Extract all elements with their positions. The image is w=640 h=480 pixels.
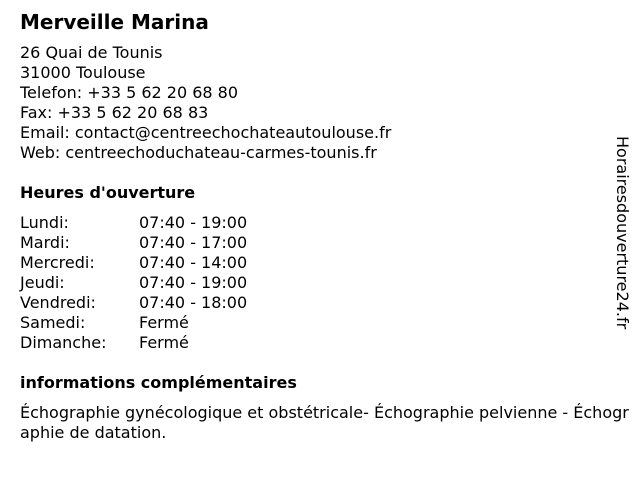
day-label: Dimanche: (20, 333, 107, 352)
email-address: Email: contact@centreechochateautoulouse.fr (20, 123, 392, 142)
hours-row-mardi (20, 233, 620, 253)
day-hours: 07:40 - 18:00 (139, 293, 248, 312)
hours-row-lundi (20, 213, 620, 233)
day-hours: 07:40 - 17:00 (139, 233, 248, 252)
day-label: Lundi: (20, 213, 69, 232)
day-hours: 07:40 - 19:00 (139, 273, 248, 292)
day-hours: 07:40 - 14:00 (139, 253, 248, 272)
day-hours: Fermé (139, 313, 189, 332)
hours-row-vendredi (20, 293, 620, 313)
fax-number: Fax: +33 5 62 20 68 83 (20, 103, 209, 122)
day-hours: 07:40 - 19:00 (139, 213, 248, 232)
business-name: Merveille Marina (20, 10, 209, 34)
info-text: Échographie gynécologique et obstétricale- Échographie pelvienne - Échographie de datation. (20, 403, 629, 442)
day-label: Vendredi: (20, 293, 96, 312)
hours-row-mercredi (20, 253, 620, 273)
day-label: Jeudi: (20, 273, 65, 292)
contact-block (20, 43, 620, 163)
day-hours: Fermé (139, 333, 189, 352)
address-city: 31000 Toulouse (20, 63, 146, 82)
hours-row-samedi (20, 313, 620, 333)
hours-title: Heures d'ouverture (20, 183, 196, 202)
hours-row-jeudi (20, 273, 620, 293)
phone-number: Telefon: +33 5 62 20 68 80 (20, 83, 239, 102)
info-title: informations complémentaires (20, 373, 297, 392)
day-label: Mercredi: (20, 253, 95, 272)
hours-table (20, 213, 620, 353)
watermark-text: Horairesdouverture24.fr (613, 136, 632, 330)
hours-row-dimanche (20, 333, 620, 353)
day-label: Samedi: (20, 313, 86, 332)
day-label: Mardi: (20, 233, 70, 252)
address-street: 26 Quai de Tounis (20, 43, 163, 62)
website: Web: centreechoduchateau-carmes-tounis.fr (20, 143, 377, 162)
